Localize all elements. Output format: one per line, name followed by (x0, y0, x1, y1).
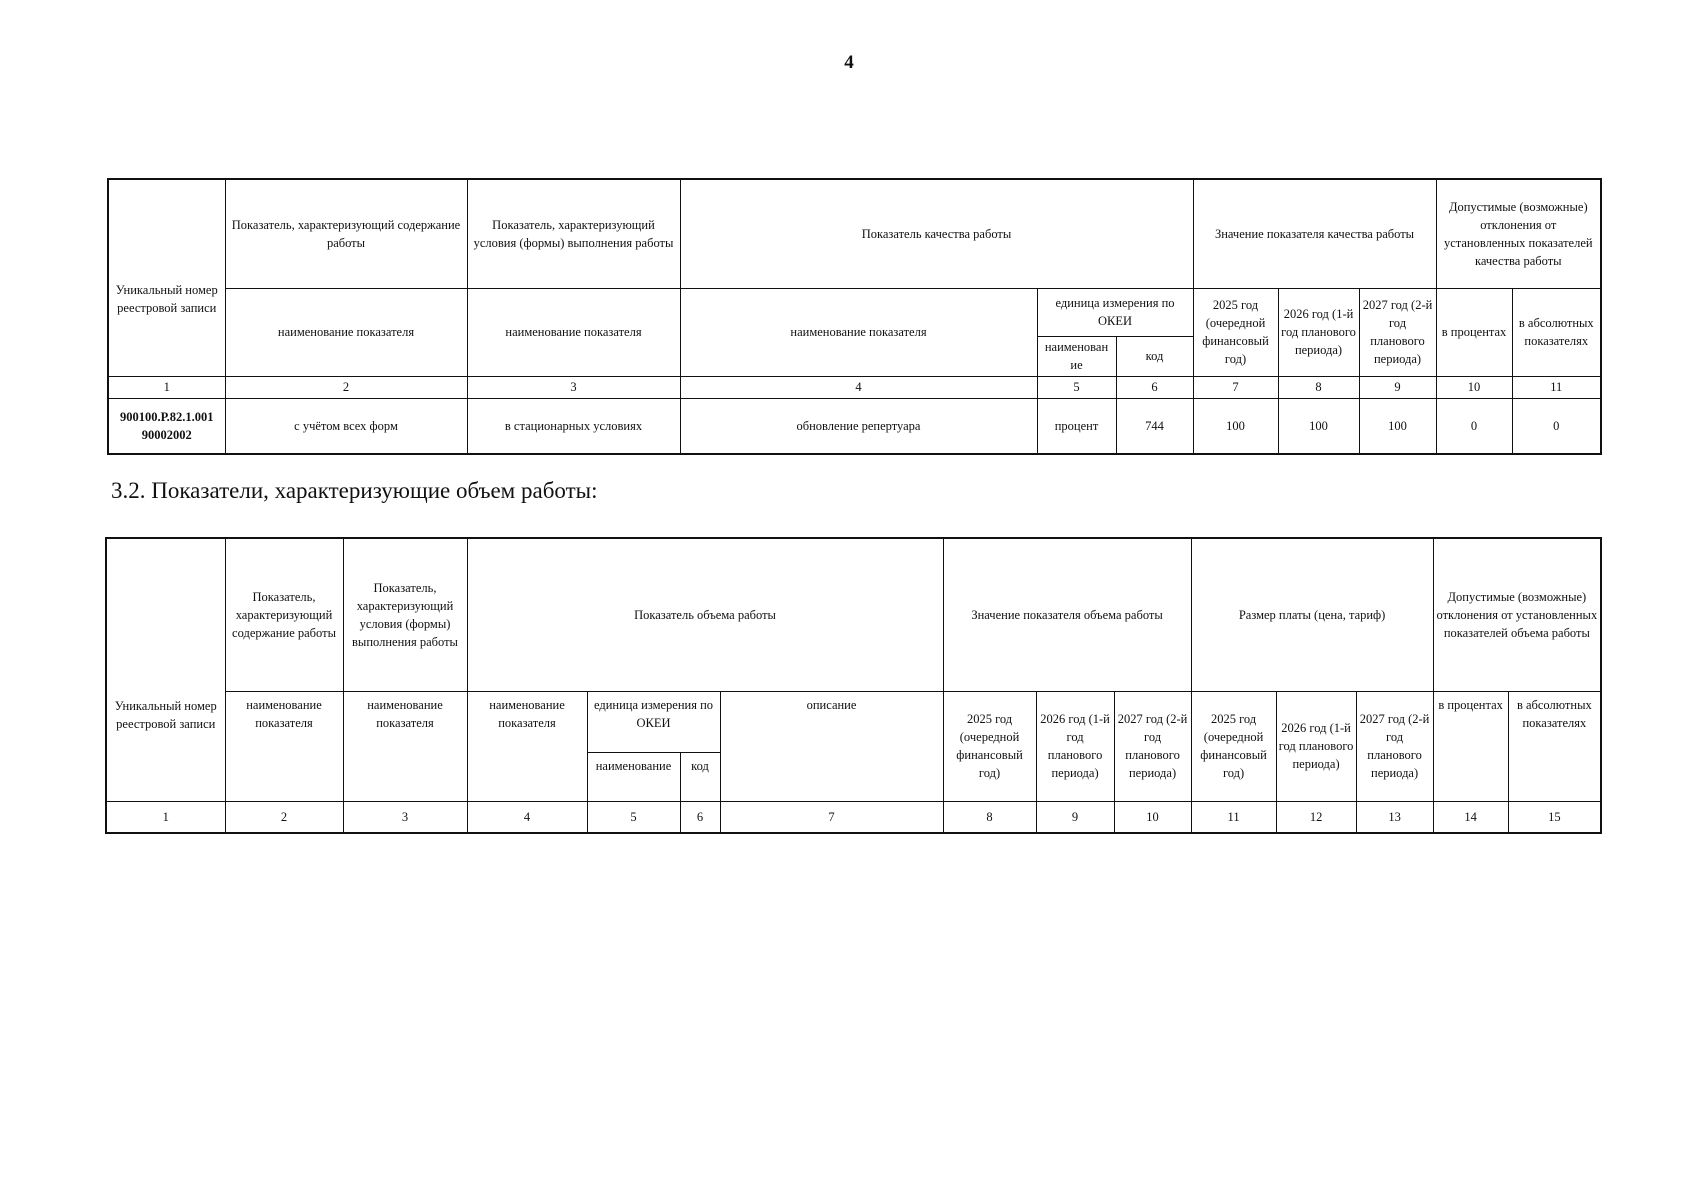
header-unit-code: код (1116, 336, 1193, 376)
header-content-indicator: Показатель, характеризующий содержание работы (225, 538, 343, 691)
header-year-2027: 2027 год (2-й год планового периода) (1359, 288, 1436, 376)
column-number: 3 (343, 801, 467, 833)
header-vol-2026: 2026 год (1-й год планового периода) (1036, 691, 1114, 801)
header-name-indicator-4: наименование показателя (467, 691, 587, 801)
column-number: 11 (1191, 801, 1276, 833)
header-in-percent: в процентах (1436, 288, 1512, 376)
header-name-indicator-4: наименование показателя (680, 288, 1037, 376)
column-number: 7 (720, 801, 943, 833)
header-in-percent: в процентах (1433, 691, 1508, 801)
header-content-indicator: Показатель, характеризующий содержание работы (225, 179, 467, 288)
quality-indicators-table (107, 178, 1602, 455)
column-number: 9 (1036, 801, 1114, 833)
header-name-indicator-2: наименование показателя (225, 288, 467, 376)
column-number: 12 (1276, 801, 1356, 833)
header-name-indicator-3: наименование показателя (343, 691, 467, 801)
header-year-2026: 2026 год (1-й год планового периода) (1278, 288, 1359, 376)
indicator-name-value: обновление репертуара (680, 398, 1037, 454)
header-pay-2026: 2026 год (1-й год планового периода) (1276, 691, 1356, 801)
column-number: 1 (108, 376, 225, 398)
page-number: 4 (844, 52, 854, 73)
header-description: описание (720, 691, 943, 801)
column-number: 8 (943, 801, 1036, 833)
column-number-row (108, 376, 1601, 398)
header-unit-okei: единица измерения по ОКЕИ (1037, 288, 1193, 336)
column-number: 1 (106, 801, 225, 833)
content-value: с учётом всех форм (225, 398, 467, 454)
conditions-value: в стационарных условиях (467, 398, 680, 454)
header-in-absolute: в абсолютных показателях (1508, 691, 1601, 801)
deviation-absolute-value: 0 (1512, 398, 1601, 454)
header-in-absolute: в абсолютных показателях (1512, 288, 1601, 376)
table-row (108, 398, 1601, 454)
value-2027: 100 (1359, 398, 1436, 454)
header-name-indicator-2: наименование показателя (225, 691, 343, 801)
header-volume-value: Значение показателя объема работы (943, 538, 1191, 691)
header-unit-name: наименование (587, 752, 680, 801)
header-unit-okei: единица измерения по ОКЕИ (587, 691, 720, 752)
header-volume-indicator: Показатель объема работы (467, 538, 943, 691)
column-number: 2 (225, 376, 467, 398)
column-number: 14 (1433, 801, 1508, 833)
column-number: 2 (225, 801, 343, 833)
header-year-2025: 2025 год (очередной финансовый год) (1193, 288, 1278, 376)
value-2026: 100 (1278, 398, 1359, 454)
header-unit-code: код (680, 752, 720, 801)
column-number: 4 (680, 376, 1037, 398)
header-conditions-indicator: Показатель, характеризующий условия (формы) выполнения работы (343, 538, 467, 691)
header-unique-number: Уникальный номер реестровой записи (106, 538, 225, 801)
column-number: 7 (1193, 376, 1278, 398)
column-number: 10 (1436, 376, 1512, 398)
header-name-indicator-3: наименование показателя (467, 288, 680, 376)
column-number: 3 (467, 376, 680, 398)
column-number: 10 (1114, 801, 1191, 833)
section-title: 3.2. Показатели, характеризующие объем работы: (111, 478, 598, 503)
unit-code-value: 744 (1116, 398, 1193, 454)
column-number: 15 (1508, 801, 1601, 833)
header-deviations: Допустимые (возможные) отклонения от установленных показателей качества работы (1436, 179, 1601, 288)
header-vol-2025: 2025 год (очередной финансовый год) (943, 691, 1036, 801)
column-number: 6 (1116, 376, 1193, 398)
header-quality-value: Значение показателя качества работы (1193, 179, 1436, 288)
header-unique-number: Уникальный номер реестровой записи (108, 179, 225, 376)
column-number: 6 (680, 801, 720, 833)
header-payment-size: Размер платы (цена, тариф) (1191, 538, 1433, 691)
value-2025: 100 (1193, 398, 1278, 454)
header-deviations: Допустимые (возможные) отклонения от установленных показателей объема работы (1433, 538, 1601, 691)
volume-indicators-table (105, 537, 1602, 834)
header-vol-2027: 2027 год (2-й год планового периода) (1114, 691, 1191, 801)
header-unit-name: наименован ие (1037, 336, 1116, 376)
header-pay-2027: 2027 год (2-й год планового периода) (1356, 691, 1433, 801)
column-number: 5 (1037, 376, 1116, 398)
column-number: 4 (467, 801, 587, 833)
column-number: 9 (1359, 376, 1436, 398)
column-number-row (106, 801, 1601, 833)
unit-name-value: процент (1037, 398, 1116, 454)
registry-number: 900100.Р.82.1.001 90002002 (108, 398, 225, 454)
deviation-percent-value: 0 (1436, 398, 1512, 454)
header-pay-2025: 2025 год (очередной финансовый год) (1191, 691, 1276, 801)
header-quality-indicator: Показатель качества работы (680, 179, 1193, 288)
header-conditions-indicator: Показатель, характеризующий условия (формы) выполнения работы (467, 179, 680, 288)
column-number: 13 (1356, 801, 1433, 833)
column-number: 5 (587, 801, 680, 833)
column-number: 11 (1512, 376, 1601, 398)
column-number: 8 (1278, 376, 1359, 398)
